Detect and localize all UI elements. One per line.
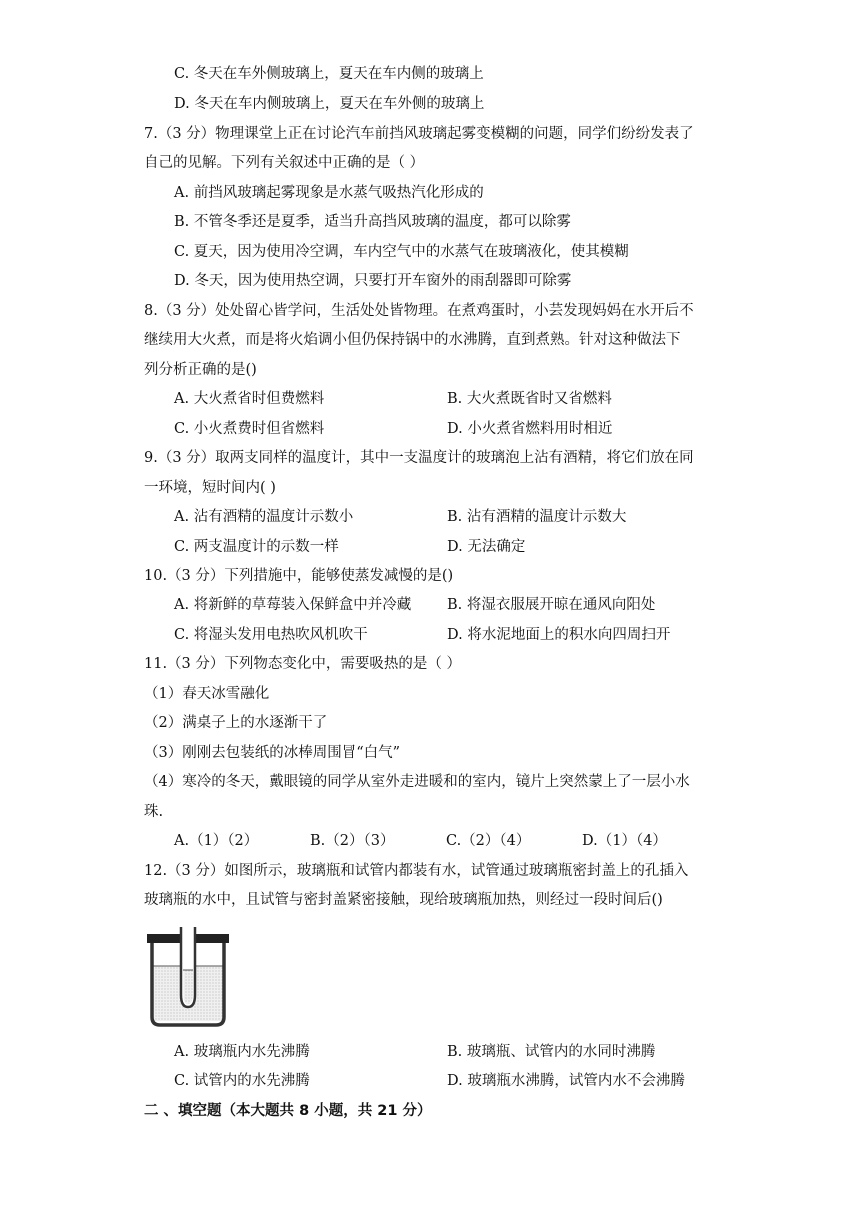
q8-option-b: B. 大火煮既省时又省燃料	[447, 391, 612, 407]
q8-option-a: A. 大火煮省时但费燃料	[174, 391, 325, 407]
q7-option-a: A. 前挡风玻璃起雾现象是水蒸气吸热汽化形成的	[174, 185, 484, 201]
test-tube-water	[184, 970, 193, 1004]
q9-stem-line-1: 9.（3 分）取两支同样的温度计，其中一支温度计的玻璃泡上沾有酒精，将它们放在同	[144, 450, 694, 466]
q12-option-c: C. 试管内的水先沸腾	[174, 1073, 310, 1089]
q11-item-4-line-1: （4）寒冷的冬天，戴眼镜的同学从室外走进暖和的室内，镜片上突然蒙上了一层小水	[144, 774, 690, 790]
q11-item-4-line-2: 珠.	[144, 804, 164, 820]
q8-stem-line-2: 继续用大火煮，而是将火焰调小但仍保持锅中的水沸腾，直到煮熟。针对这种做法下	[144, 332, 681, 348]
q8-option-c: C. 小火煮费时但省燃料	[174, 421, 325, 437]
q12-stem-line-2: 玻璃瓶的水中，且试管与密封盖紧密接触，现给玻璃瓶加热，则经过一段时间后()	[144, 892, 663, 908]
beaker-test-tube-figure	[146, 925, 230, 1027]
q7-option-c: C. 夏天，因为使用冷空调，车内空气中的水蒸气在玻璃液化，使其模糊	[174, 244, 629, 260]
q8-stem-line-1: 8.（3 分）处处留心皆学问，生活处处皆物理。在煮鸡蛋时，小芸发现妈妈在水开后不	[144, 303, 694, 319]
q6-option-d: D. 冬天在车内侧玻璃上，夏天在车外侧的玻璃上	[174, 96, 485, 112]
q11-option-a: A.（1）（2）	[174, 833, 259, 849]
q12-option-d: D. 玻璃瓶水沸腾，试管内水不会沸腾	[447, 1073, 685, 1089]
q9-option-a: A. 沾有酒精的温度计示数小	[174, 509, 354, 525]
q11-item-3: （3）刚刚去包装纸的冰棒周围冒“白气”	[144, 745, 401, 761]
q6-option-c: C. 冬天在车外侧玻璃上，夏天在车内侧的玻璃上	[174, 66, 484, 82]
q11-option-c: C.（2）（4）	[446, 833, 531, 849]
q9-option-b: B. 沾有酒精的温度计示数大	[447, 509, 627, 525]
q10-stem: 10.（3 分）下列措施中，能够使蒸发减慢的是()	[144, 568, 454, 584]
q10-option-c: C. 将湿头发用电热吹风机吹干	[174, 627, 368, 643]
q12-stem-line-1: 12.（3 分）如图所示，玻璃瓶和试管内都装有水，试管通过玻璃瓶密封盖上的孔插入	[144, 863, 689, 879]
q11-option-d: D.（1）（4）	[582, 833, 667, 849]
q11-item-1: （1）春天冰雪融化	[144, 686, 270, 702]
q11-stem: 11.（3 分）下列物态变化中，需要吸热的是（ ）	[144, 656, 462, 672]
q8-stem-line-3: 列分析正确的是()	[144, 362, 257, 378]
q7-stem-line-2: 自己的见解。下列有关叙述中正确的是（ ）	[144, 155, 425, 171]
q7-stem-line-1: 7.（3 分）物理课堂上正在讨论汽车前挡风玻璃起雾变模糊的问题，同学们纷纷发表了	[144, 126, 694, 142]
q9-option-d: D. 无法确定	[447, 539, 526, 555]
q11-option-b: B.（2）（3）	[310, 833, 395, 849]
q10-option-b: B. 将湿衣服展开晾在通风向阳处	[447, 597, 656, 613]
q9-option-c: C. 两支温度计的示数一样	[174, 539, 339, 555]
q10-option-a: A. 将新鲜的草莓装入保鲜盒中并冷藏	[174, 597, 412, 613]
q8-option-d: D. 小火煮省燃料用时相近	[447, 421, 613, 437]
q12-option-b: B. 玻璃瓶、试管内的水同时沸腾	[447, 1044, 656, 1060]
q9-stem-line-2: 一环境，短时间内( )	[144, 480, 276, 496]
q11-item-2: （2）满桌子上的水逐渐干了	[144, 715, 328, 731]
q7-option-d: D. 冬天，因为使用热空调，只要打开车窗外的雨刮器即可除雾	[174, 273, 572, 289]
q10-option-d: D. 将水泥地面上的积水向四周扫开	[447, 627, 671, 643]
beaker-test-tube-illustration	[146, 925, 230, 1027]
section-title: 二 、填空题（本大题共 8 小题，共 21 分）	[144, 1103, 432, 1119]
q12-option-a: A. 玻璃瓶内水先沸腾	[174, 1044, 310, 1060]
q7-option-b: B. 不管冬季还是夏季，适当升高挡风玻璃的温度，都可以除雾	[174, 214, 571, 230]
